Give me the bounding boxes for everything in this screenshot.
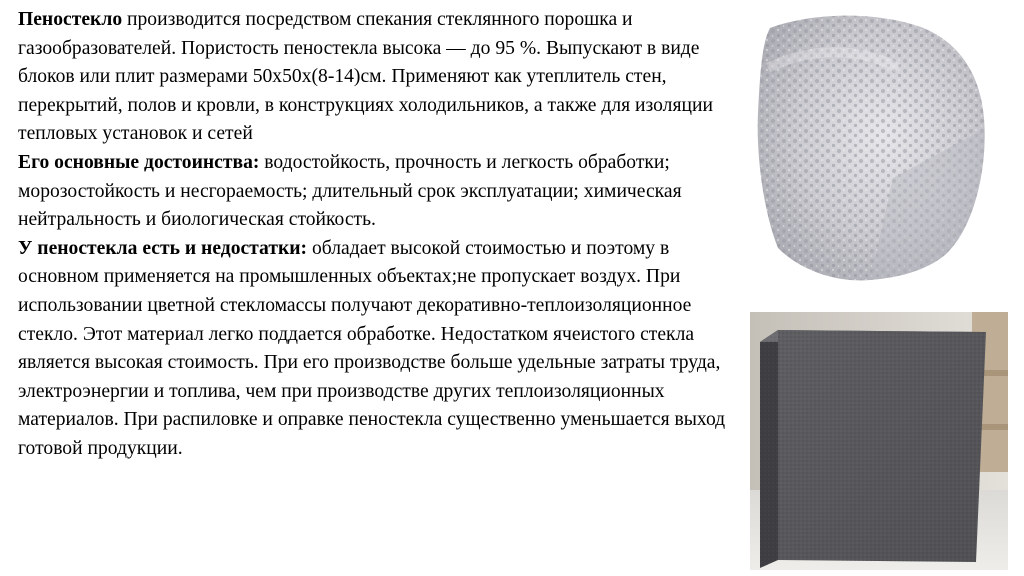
paragraph-description: [18, 6, 733, 149]
disadvantages-heading: У пеностекла есть и недостатки:: [18, 237, 308, 259]
foam-glass-block-photo: [750, 312, 1008, 570]
description-text: производится посредством спекания стеклянного порошка и газообразователей. Пористость пеностекла высока — до 95 %. Выпускают в виде блоков или плит размерами 50х50х(8-14)см. Применяют как утеплитель стен, перекрытий, полов и кровли, в конструкциях холодильников, а также для изоляции тепловых установок и сетей: [18, 9, 713, 145]
paragraph-advantages: [18, 149, 733, 235]
foam-glass-block-image: [750, 312, 1008, 570]
advantages-heading: Его основные достоинства:: [18, 151, 260, 173]
disadvantages-text: обладает высокой стоимостью и поэтому в основном применяется на промышленных объектах;не пропускает воздух. При использовании цветной стекломассы получают декоративно-теплоизоляционное стекло. Этот материал легко поддается обработке. Недостатком ячеистого стекла является высокая стоимость. При его производстве больше удельные затраты труда, электроэнергии и топлива, чем при производстве других теплоизоляционных материалов. При распиловке и оправке пеностекла существенно уменьшается выход готовой продукции.: [18, 237, 726, 459]
foam-glass-stone-image: [748, 8, 988, 290]
term-foam-glass: Пеностекло: [18, 9, 123, 30]
paragraph-disadvantages: [18, 235, 733, 464]
advantages-text: водостойкость, прочность и легкость обработки; морозостойкость и несгораемость; длительный срок эксплуатации; химическая нейтральность и биологическая стойкость.: [18, 151, 682, 231]
main-text: [18, 6, 733, 464]
